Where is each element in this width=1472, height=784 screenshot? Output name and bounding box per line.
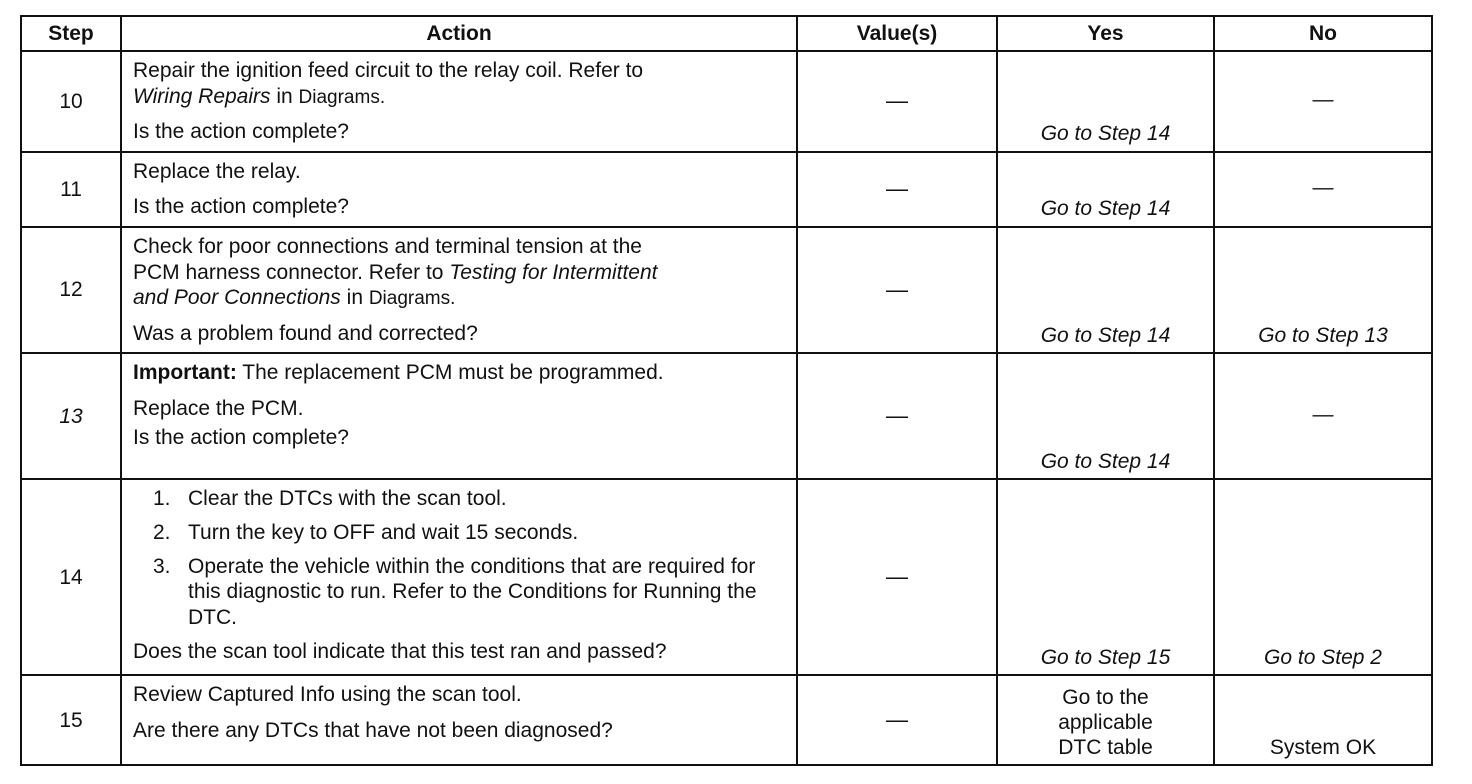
header-yes: Yes (997, 16, 1214, 51)
action-question: Are there any DTCs that have not been diagnosed? (133, 719, 613, 743)
value-cell: — (797, 353, 997, 479)
step-number: 10 (21, 51, 121, 152)
action-text: PCM harness connector. Refer to (133, 260, 450, 284)
action-question: Does the scan tool indicate that this test ran and passed? (133, 639, 667, 663)
action-cell (121, 227, 797, 353)
step-number: 13 (21, 353, 121, 479)
action-reference: Diagrams. (298, 86, 386, 108)
step-number: 14 (21, 479, 121, 675)
no-cell: — (1214, 152, 1432, 227)
action-cell (121, 675, 797, 765)
important-text: The replacement PCM must be programmed. (236, 361, 664, 385)
action-text: Check for poor connections and terminal tension at the (133, 235, 642, 259)
header-step: Step (21, 16, 121, 51)
list-item-text: Turn the key to OFF and wait 15 seconds. (188, 521, 579, 545)
procedure-list (133, 486, 786, 630)
table-row-step-12 (21, 227, 1432, 353)
yes-line: applicable (1058, 711, 1153, 735)
no-cell: System OK (1214, 675, 1432, 765)
action-cell (121, 152, 797, 227)
action-reference: Testing for Intermittent (449, 260, 658, 284)
yes-cell (997, 675, 1214, 765)
no-cell: — (1214, 353, 1432, 479)
no-cell: Go to Step 2 (1214, 479, 1432, 675)
table-row-step-10 (21, 51, 1432, 152)
list-item-number: 3. (153, 554, 171, 578)
header-no: No (1214, 16, 1432, 51)
action-text: Repair the ignition feed circuit to the relay coil. Refer to (133, 59, 644, 82)
value-cell: — (797, 227, 997, 353)
yes-line: Go to the (1062, 685, 1149, 709)
list-item (153, 486, 786, 512)
action-text: in (270, 84, 299, 108)
table-row-step-14 (21, 479, 1432, 675)
action-question: Is the action complete? (133, 195, 349, 219)
yes-cell: Go to Step 14 (997, 353, 1214, 479)
yes-cell: Go to Step 14 (997, 152, 1214, 227)
no-cell: Go to Step 13 (1214, 227, 1432, 353)
diagnostic-table (20, 15, 1433, 766)
value-cell: — (797, 152, 997, 227)
step-number: 15 (21, 675, 121, 765)
header-values: Value(s) (797, 16, 997, 51)
value-cell: — (797, 479, 997, 675)
list-item-number: 1. (153, 487, 171, 511)
no-cell: — (1214, 51, 1432, 152)
action-reference: Wiring Repairs (133, 84, 271, 108)
yes-cell: Go to Step 14 (997, 51, 1214, 152)
action-reference: Diagrams. (368, 288, 456, 310)
action-reference: and Poor Connections (133, 286, 341, 310)
list-item-text: Operate the vehicle within the conditions that are required for this diagnostic to run. Refer to the Conditions for Running the DTC. (188, 554, 757, 629)
list-item-text: Clear the DTCs with the scan tool. (188, 487, 507, 511)
table-row-step-13 (21, 353, 1432, 479)
action-question: Is the action complete? (133, 425, 349, 449)
action-text: Replace the PCM. (133, 397, 304, 421)
action-cell (121, 479, 797, 675)
action-cell (121, 353, 797, 479)
yes-line: DTC table (1058, 736, 1153, 760)
action-text: Review Captured Info using the scan tool. (133, 683, 522, 707)
header-action: Action (121, 16, 797, 51)
step-number: 11 (21, 152, 121, 227)
table-row-step-11 (21, 152, 1432, 227)
yes-cell: Go to Step 14 (997, 227, 1214, 353)
action-text: Replace the relay. (133, 159, 301, 183)
list-item (153, 554, 786, 631)
value-cell: — (797, 51, 997, 152)
header-row (21, 16, 1432, 51)
list-item-number: 2. (153, 521, 171, 545)
step-number: 12 (21, 227, 121, 353)
list-item (153, 520, 786, 546)
action-question: Is the action complete? (133, 120, 349, 144)
action-cell (121, 51, 797, 152)
table-row-step-15 (21, 675, 1432, 765)
action-question: Was a problem found and corrected? (133, 321, 478, 345)
action-text: in (340, 286, 369, 310)
important-label: Important: (133, 361, 237, 385)
value-cell: — (797, 675, 997, 765)
yes-cell: Go to Step 15 (997, 479, 1214, 675)
